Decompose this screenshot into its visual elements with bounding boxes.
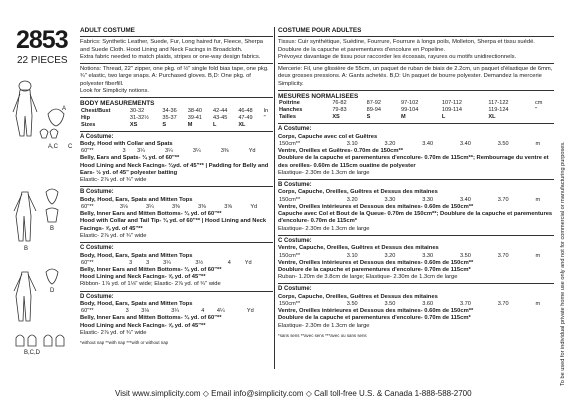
b-yardage-row: 60"** 3⅛ 3¼ 3⅜ 3⅜ 3⅝ Yd <box>81 204 258 211</box>
fig-label-c: C <box>68 144 73 150</box>
mesures-table <box>278 100 554 121</box>
chest-row: Chest/Bust 30-32 34-36 38-40 42-44 46-48 In <box>81 107 269 114</box>
tissus-text: Tissus: Cuir synthétique, Suédine, Fourrure, Fourrure à longs poils, Molleton, Sherpa et tissu suédé. Doublure de la capuche et parementures d'encolure en Popeline. <box>278 39 535 53</box>
french-column <box>278 27 554 367</box>
sketch-a-jumpsuit <box>13 81 37 136</box>
c-costume-fr: C Costume: Ventre, Capuche, Oreilles, Guêtres et Dessus des mitaines 150cm** 3.10 3.20 3.30 3.50 3.70 m Ventre, Oreilles intérieures et Dessous des mitaines- 0.60m de 150cm** Doublure de la capuche et parementures d'encolure- 0.70m de 115cm* Ruban- 1.20m de 3.8cm de large; Elastique- 2.30m de 1.3cm de large <box>278 238 554 281</box>
hip-row: Hip 31-32½ 35-37 39-41 43-45 47-49 " <box>81 114 266 121</box>
mesures-heading: MESURES NORMALISEES <box>278 93 359 101</box>
a-costume-section: A Costume: Body, Hood with Collar and Spats 60"** 3 3¼ 3¼ 3¼ 3⅜ Yd Belly, Ears and Spats- ¾ yd. of 60"** Hood Lining and Neck Facings- ¾yd. of 45"** | Padding for Belly and Ears- ½ yd. of 45" polyester batting Elastic- 2⅞ yd. of ¾" wide <box>80 134 273 185</box>
a-costume-fr: A Costume: Corps, Capuche avec col et Guêtres 150cm** 3.10 3.20 3.40 3.40 3.50 m Ventre, Oreilles et Guêtres- 0.70m de 150cm** Doublure de la capuche et parementures d'encolure- 0.70m de 115cm**; Rembourrage du ventre et des oreilles- 0.60m de 115cm ouatine de polyester Elastique- 2.30m de 1.3cm de large <box>278 126 554 177</box>
b-costume-section: B Costume: Body, Hood, Ears, Spats and Mitten Tops 60"** 3⅛ 3¼ 3⅜ 3⅜ 3⅝ Yd Belly, Inner Ears and Mitten Bottoms- ¾ yd. of 60"** Hood with Collar and Tail Tip- ¾ yd. of 60"** | Hood Lining and Neck Facings- ⅝ yd. of 45"** Elastic- 2⅞ yd. of ¾" wide <box>80 189 273 240</box>
prevoir-text: Prévoyez davantage de tissu pour raccorder les écossais, rayures ou motifs unidirectionnels. <box>278 53 517 60</box>
d-metrage-row: 150cm** 3.50 3.50 3.60 3.70 3.70 m <box>279 301 541 308</box>
extra-fabric-text: Extra fabric needed to match plaids, stripes or one-way design fabrics. <box>80 53 261 60</box>
english-title: ADULT COSTUME <box>80 27 135 34</box>
notions-text: Notions: Thread, 22" zipper, one pkg. of ½" single fold bias tape, one pkg. ¾" elastic, two large snaps. A: Purchased gloves. B,D: One pkg. of polyester fiberfill. <box>80 66 269 87</box>
mercerie-text: Mercerie: Fil, une glissière de 55cm, un paquet de ruban de biais de 2.2cm, un paquet d'élastique de 6mm, deux grosses pressions. A: Gants achetés. B,D: Un paquet de bourre polyester. Demandez la mercerie Simplicity. <box>278 66 553 87</box>
costume-flat-sketches <box>10 76 80 376</box>
column-divider <box>274 27 275 369</box>
fig-label-a: A <box>62 106 67 112</box>
phone-text: Call toll-free U.S. & Canada 1-888-588-2700 <box>314 389 472 398</box>
sizes-row: Sizes XS S M L XL <box>81 121 246 128</box>
fig-label-b2: B <box>50 226 55 232</box>
english-nap-note: *without nap **with nap ***with or without nap <box>80 340 169 346</box>
fig-label-d: D <box>50 288 55 294</box>
fig-label-bcd: B,C,D <box>24 350 41 356</box>
sketch-b-front <box>14 192 36 241</box>
c-metrage-row: 150cm** 3.10 3.20 3.30 3.50 3.70 m <box>279 252 541 259</box>
email-link[interactable]: Email info@simplicity.com <box>211 389 304 398</box>
pattern-number: 2853 <box>16 26 68 54</box>
a-yardage-row: 60"** 3 3¼ 3¼ 3¼ 3⅜ Yd <box>81 148 256 155</box>
french-title: COSTUME POUR ADULTES <box>278 27 362 34</box>
body-measurements-heading: BODY MEASUREMENTS <box>80 100 155 108</box>
d-costume-fr: D Costume: Corps, Capuche, Oreilles, Guêtres et Dessus des mitaines 150cm** 3.50 3.50 3.60 3.70 3.70 m Ventre, Oreilles intérieures et Dessous des mitaines- 0.60m de 150cm** Doublure de la capuche et parementures d'encolure- 0.70m de 115cm* Elastique- 2.30m de 1.3cm de large <box>278 286 554 329</box>
tailles-row: Tailles XS S M L XL <box>279 114 496 121</box>
sketch-b-back <box>46 189 58 222</box>
d-costume-section: D Costume: Body, Hood, Ears, Spats and Mitten Tops 60"** 3 3⅛ 3¼ 4 4¼ Yd Belly, Inner Ears and Mitten Bottoms- ¾ yd. of 60"** Hood Lining and Neck Facings- ⅝ yd. of 45"** Elastic- 2⅞ yd. of ¾" wide <box>80 294 273 337</box>
fabrics-text: Fabrics: Synthetic Leather, Suede, Fur, Long haired fur, Fleece, Sherpa and Suede Cloth. Hood Lining and Neck Facings in Broadcloth. <box>80 39 264 53</box>
contact-footer: Visit www.simplicity.com ◇ Email info@simplicity.com ◇ Call toll-free U.S. & Canada 1-888-588-2700 <box>115 389 472 398</box>
hanches-row: Hanches 79-83 89-94 99-104 109-114 119-124 " <box>279 107 537 114</box>
sketch-ac-spats <box>40 129 58 138</box>
french-nap-note: *sans sens **avec sens ***avec ou sans sens <box>278 332 367 338</box>
fig-label-ac: A,C <box>48 144 59 150</box>
b-metrage-row: 150cm** 3.20 3.30 3.30 3.40 3.70 m <box>279 196 541 203</box>
english-column <box>80 27 273 367</box>
pieces-count: 22 PIECES <box>17 55 68 66</box>
body-measurements-table <box>80 108 273 129</box>
a-metrage-row: 150cm** 3.10 3.20 3.40 3.40 3.50 m <box>279 140 541 147</box>
c-costume-section: C Costume: Body, Hood, Ears, Spats and Mitten Tops 60"** 3 3 3¼ 3½ 4 Yd Belly, Inner Ears and Mitten Bottoms- ¾ yd. of 60"** Hood Lining and Neck Facings- ⅝ yd. of 45"** Ribbon- 1⅞ yd. of 1⅛" wide; Elastic- 2⅞ yd. of ¾" wide <box>80 245 273 288</box>
look-for-notions: Look for Simplicity notions. <box>80 88 149 95</box>
sketch-bcd-mittens <box>16 335 64 346</box>
costume-sketches-svg <box>10 76 80 376</box>
c-yardage-row: 60"** 3 3 3¼ 3½ 4 Yd <box>81 259 252 266</box>
fig-label-b1: B <box>24 246 29 252</box>
poitrine-row: Poitrine 76-82 87-92 97-102 107-112 117-122 cm <box>279 100 543 107</box>
website-link[interactable]: Visit www.simplicity.com <box>115 389 201 398</box>
sketch-d-hood <box>46 269 58 284</box>
usage-restriction-text: To be used for individual private home use only and not for commercial or manufacturing purposes. <box>560 141 566 386</box>
sketch-d-front <box>14 272 36 321</box>
b-costume-fr: B Costume: Corps, Capuche, Oreilles, Guêtres et Dessus des mitaines 150cm** 3.20 3.30 3.30 3.40 3.70 m Ventre, Oreilles intérieures et Dessous des mitaines- 0.60m de 150cm** Capuche avec Col et Bout de la Queue- 0.70m de 150cm**; Doublure de la capuche et parementures d'encolure- 0.70m de 115cm* Elastique- 2.30m de 1.3cm de large <box>278 182 553 232</box>
d-yardage-row: 60"** 3 3⅛ 3¼ 4 4¼ Yd <box>81 308 254 315</box>
